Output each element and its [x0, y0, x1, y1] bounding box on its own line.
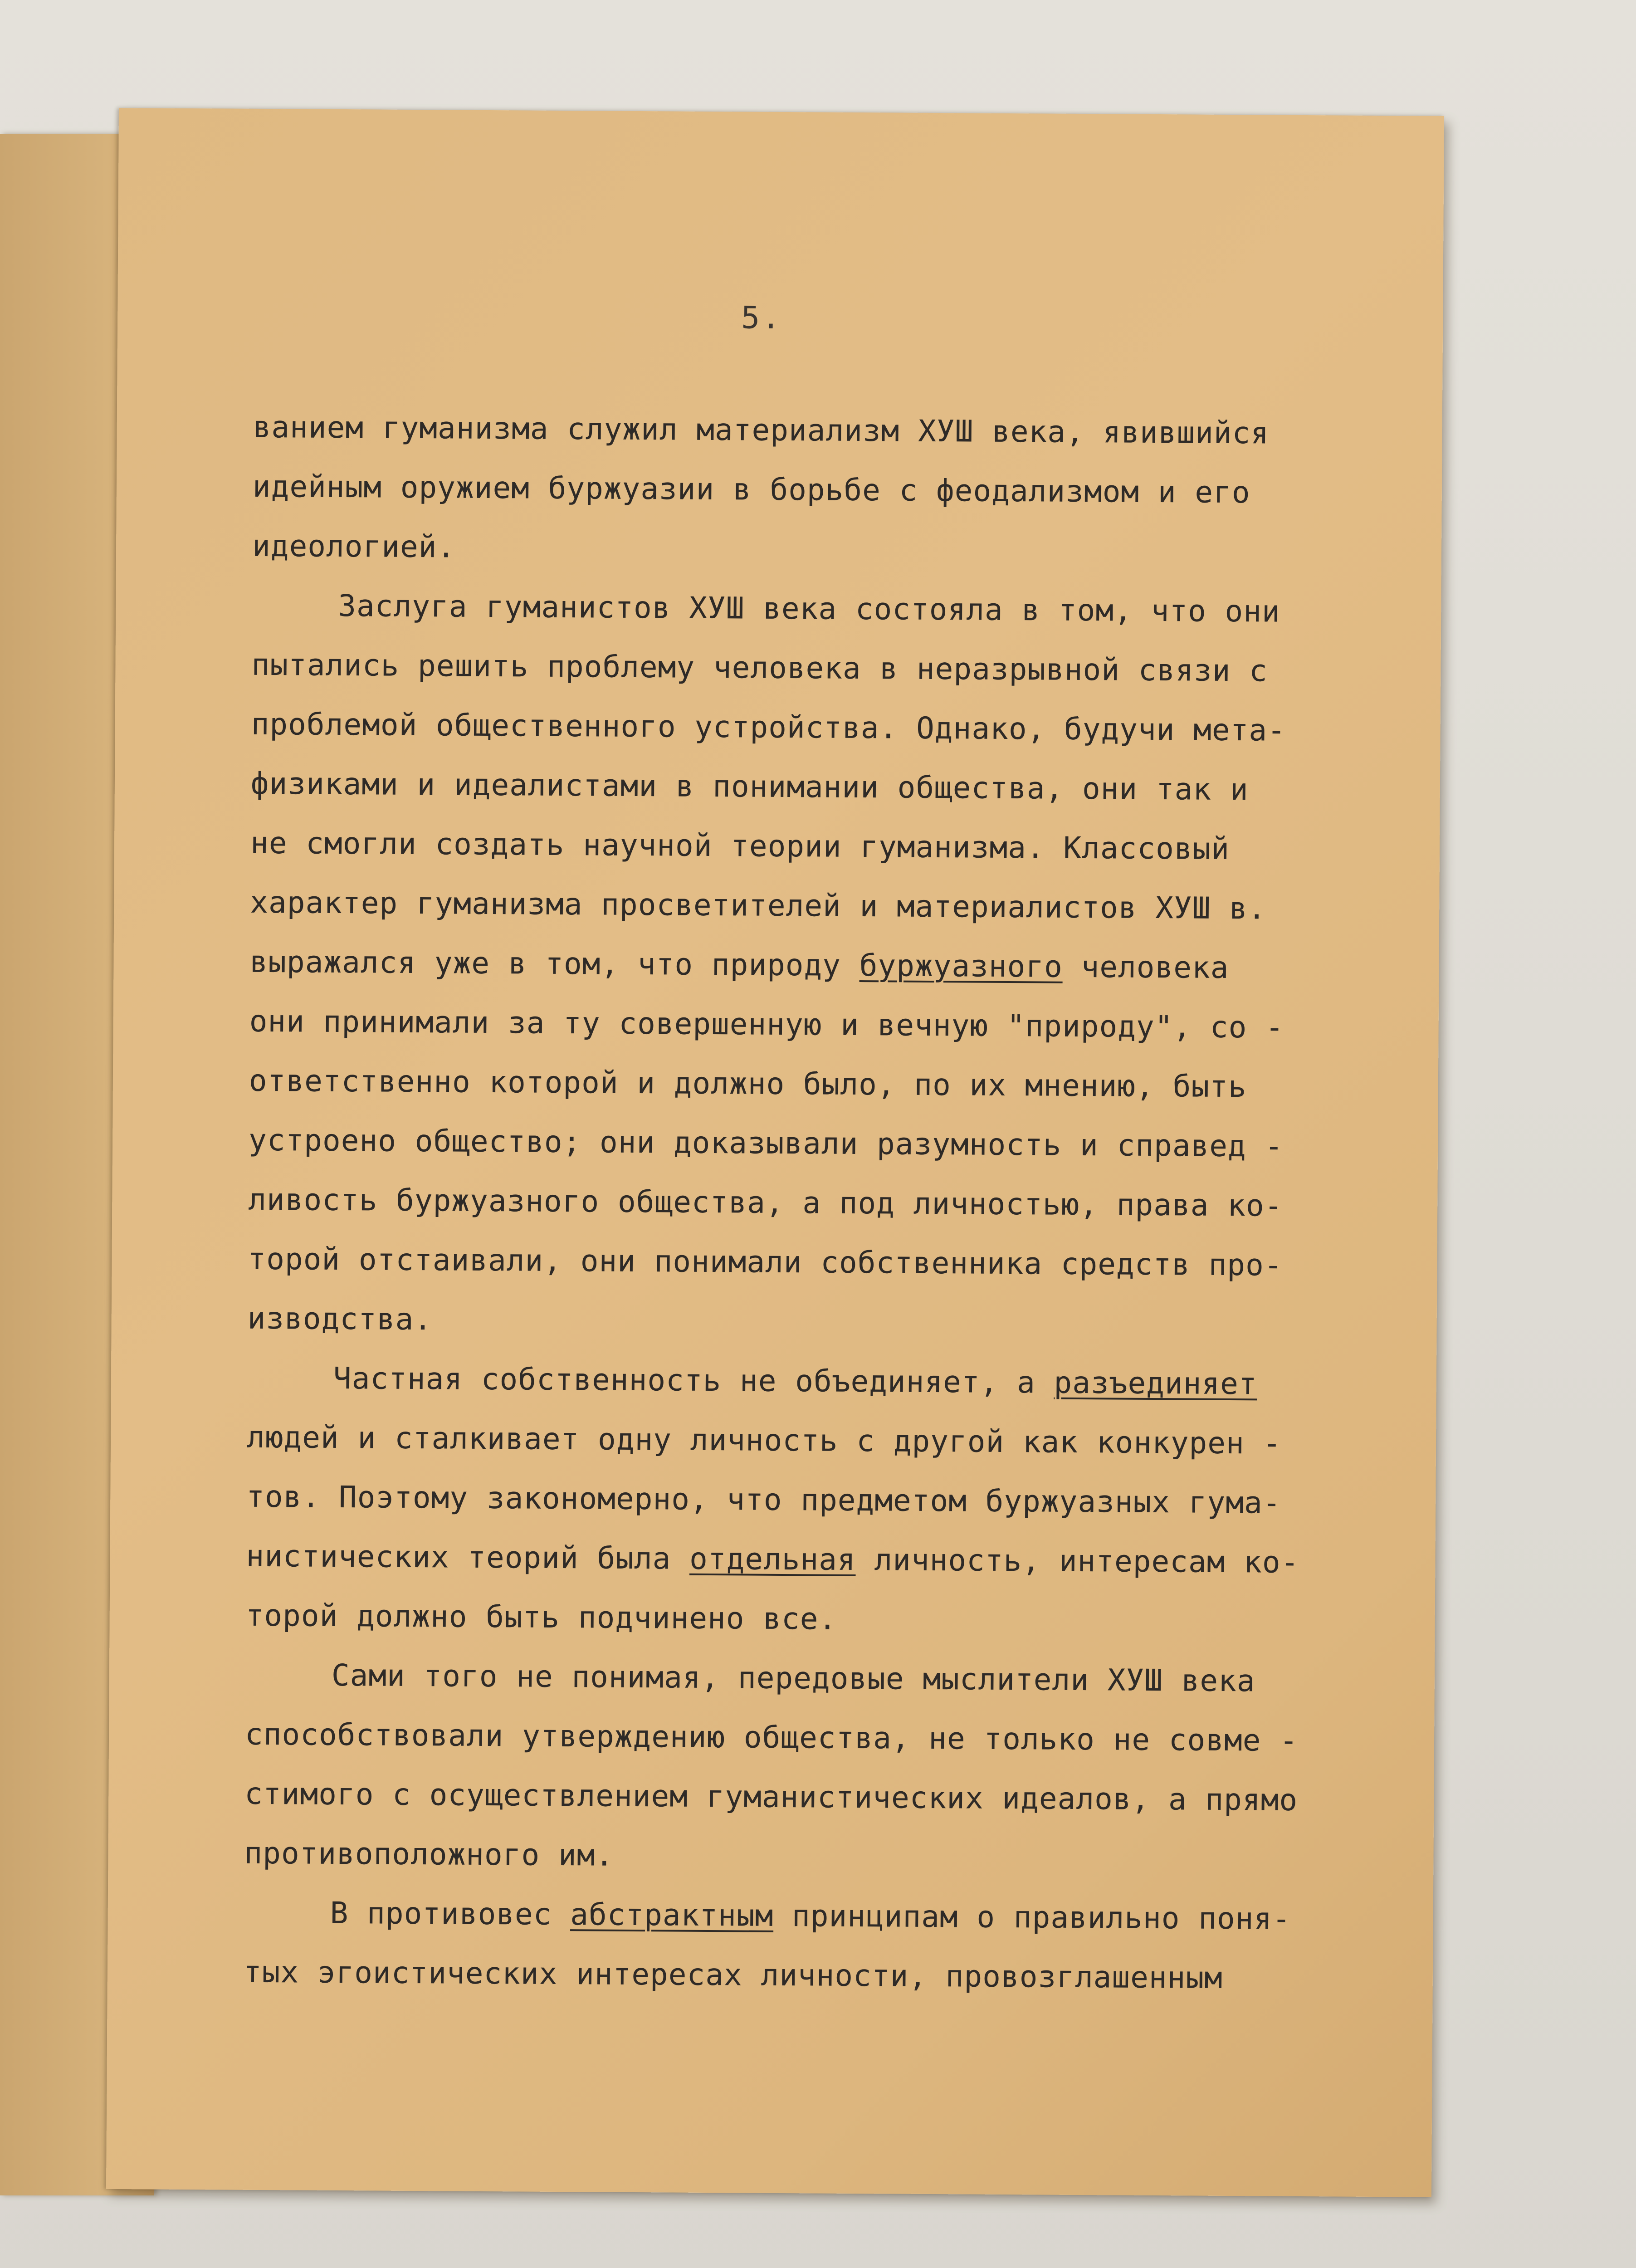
text-segment: способствовали утверждению общества, не только не совме - [244, 1716, 1299, 1758]
text-line [252, 576, 1318, 641]
text-line [251, 694, 1317, 760]
text-line [246, 1526, 1312, 1592]
underlined-word: разъединяет [1054, 1365, 1257, 1402]
body-text [244, 397, 1319, 2008]
text-segment: людей и сталкивает одну личность с другой как конкурен - [246, 1419, 1282, 1461]
text-line [244, 1883, 1310, 1949]
page-number: 5. [741, 300, 782, 336]
text-segment: Заслуга гуманистов ХУШ века состояла в том, что они [338, 588, 1281, 629]
text-line [252, 516, 1319, 582]
text-segment: изводства. [247, 1300, 433, 1337]
text-segment: пытались решить проблему человека в неразрывной связи с [251, 647, 1268, 689]
text-line [245, 1645, 1312, 1711]
text-segment: выражался уже в том, что природу [249, 944, 860, 983]
text-segment: Частная собственность не объединяет, а [333, 1360, 1054, 1400]
text-line [247, 1408, 1313, 1473]
text-segment: они принимали за ту совершенную и вечную "природу", со - [249, 1003, 1284, 1045]
text-segment: нистических теорий была [246, 1538, 690, 1576]
text-line [250, 873, 1316, 938]
text-line [249, 932, 1316, 998]
text-line [249, 1110, 1315, 1176]
text-segment: ответственно которой и должно было, по их мнению, быть [249, 1063, 1247, 1105]
text-line [247, 1289, 1314, 1354]
underlined-word: отдельная [689, 1541, 856, 1577]
text-line [244, 1764, 1311, 1830]
text-segment: ванием гуманизма служил материализм ХУШ века, явившийся [253, 409, 1270, 451]
text-line [244, 1823, 1310, 1889]
text-line [251, 635, 1318, 701]
text-segment: принципам о правильно поня- [773, 1898, 1291, 1936]
document-page [106, 108, 1444, 2197]
text-segment: личность, интересам ко- [855, 1542, 1299, 1580]
text-segment: тов. Поэтому закономерно, что предметом буржуазных гума- [246, 1479, 1281, 1520]
text-segment: стимого с осуществлением гуманистических идеалов, а прямо [244, 1776, 1298, 1818]
text-segment: тых эгоистических интересах личности, провозглашенным [243, 1954, 1223, 1995]
text-line [244, 1942, 1310, 2008]
text-segment: проблемой общественного устройства. Однако, будучи мета- [251, 706, 1286, 748]
text-line [247, 1348, 1314, 1414]
text-line [249, 992, 1315, 1057]
text-line [251, 754, 1317, 820]
underlined-word: абстрактным [570, 1897, 774, 1933]
text-segment: устроено общество; они доказывали разумность и справед - [248, 1122, 1284, 1164]
text-line [253, 397, 1319, 463]
text-line [250, 813, 1317, 879]
text-line [249, 1051, 1315, 1117]
text-segment: Сами того не понимая, передовые мыслители ХУШ века [331, 1657, 1255, 1699]
text-segment: идейным оружием буржуазии в борьбе с феодализмом и его [252, 469, 1250, 510]
text-segment: противоположного им. [244, 1835, 614, 1873]
text-segment: торой должно быть подчинено все. [245, 1598, 837, 1637]
text-segment: характер гуманизма просветителей и материалистов ХУШ в. [250, 885, 1266, 926]
text-line [246, 1467, 1313, 1533]
text-segment: ливость буржуазного общества, а под личностью, права ко- [248, 1182, 1283, 1223]
text-segment: человека [1062, 949, 1229, 985]
text-segment: не смогли создать научной теории гуманизма. Классовый [250, 825, 1230, 866]
text-line [253, 457, 1319, 523]
text-segment: идеологией. [252, 528, 456, 565]
text-segment: В противовес [330, 1895, 571, 1932]
text-line [248, 1229, 1314, 1295]
text-segment: торой отстаивали, они понимали собственника средств про- [248, 1241, 1283, 1283]
text-segment: физиками и идеалистами в понимании общества, они так и [250, 766, 1249, 807]
text-line [245, 1586, 1312, 1652]
text-line [248, 1170, 1314, 1236]
underlined-word: буржуазного [859, 948, 1063, 984]
text-line [245, 1705, 1311, 1770]
